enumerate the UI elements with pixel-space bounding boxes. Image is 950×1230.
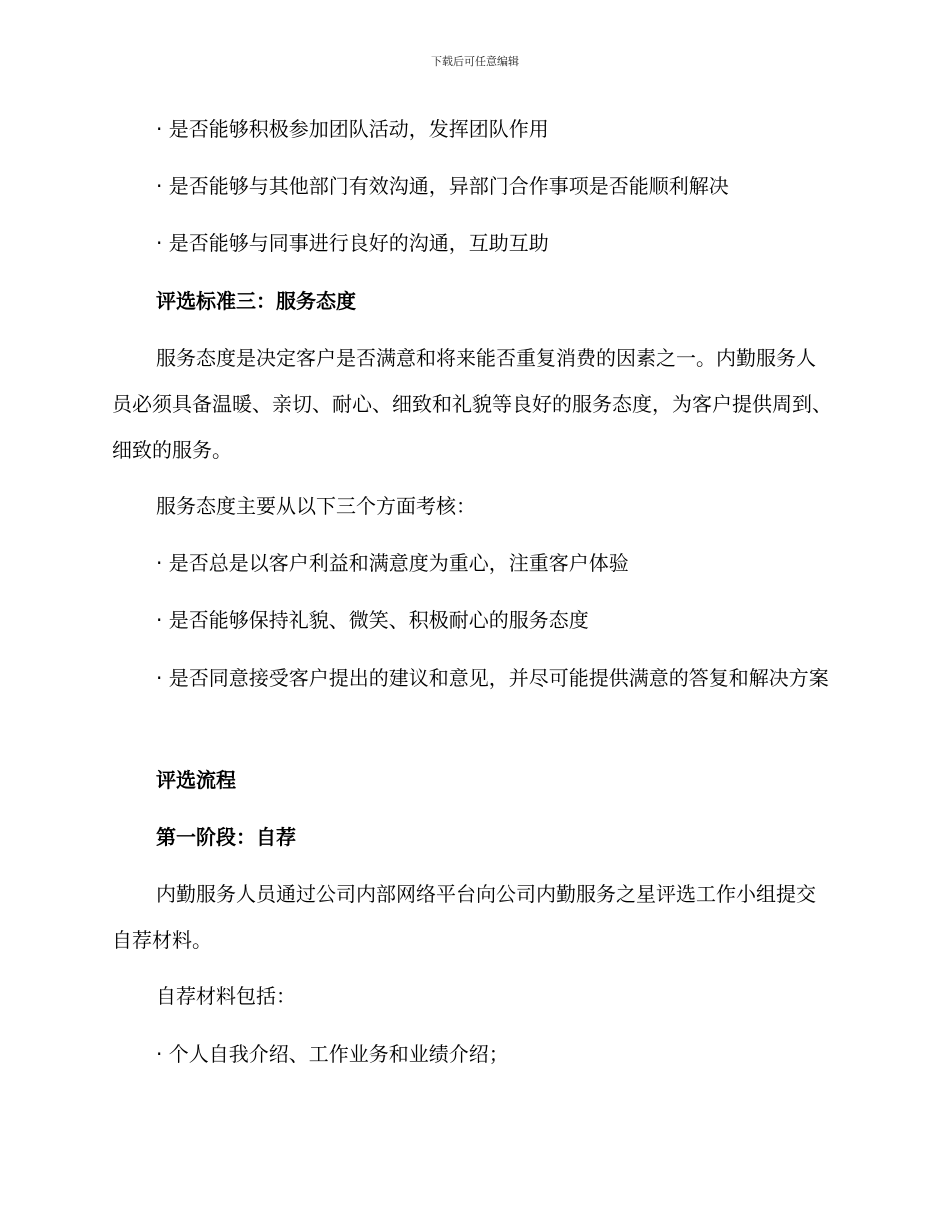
bullet-team-activity: · 是否能够积极参加团队活动，发挥团队作用 — [156, 117, 549, 141]
bullet-accept-suggestions: · 是否同意接受客户提出的建议和意见，并尽可能提供满意的答复和解决方案 — [156, 666, 829, 690]
paragraph-self-recommendation: 内勤服务人员通过公司内部网络平台向公司内勤服务之星评选工作小组提交自荐材料。 — [112, 882, 816, 952]
bullet-cross-department: · 是否能够与其他部门有效沟通，异部门合作事项是否能顺利解决 — [156, 174, 729, 198]
bullet-customer-interest: · 是否总是以客户利益和满意度为重心，注重客户体验 — [156, 551, 629, 575]
bullet-colleague-communication: · 是否能够与同事进行良好的沟通，互助互助 — [156, 231, 549, 255]
subheading-stage-one: 第一阶段：自荐 — [156, 825, 296, 849]
page-header: 下载后可任意编辑 — [431, 55, 519, 68]
paragraph-materials-intro: 自荐材料包括： — [156, 984, 296, 1008]
bullet-polite-attitude: · 是否能够保持礼貌、微笑、积极耐心的服务态度 — [156, 608, 589, 632]
bullet-self-introduction: · 个人自我介绍、工作业务和业绩介绍； — [156, 1042, 509, 1066]
paragraph-assessment-intro: 服务态度主要从以下三个方面考核： — [156, 494, 476, 518]
section-heading-selection-process: 评选流程 — [156, 768, 236, 792]
section-heading-service-attitude: 评选标准三：服务态度 — [156, 289, 356, 313]
paragraph-service-attitude: 服务态度是决定客户是否满意和将来能否重复消费的因素之一。内勤服务人员必须具备温暖、亲切、耐心、细致和礼貌等良好的服务态度，为客户提供周到、细致的服务。 — [112, 346, 832, 462]
